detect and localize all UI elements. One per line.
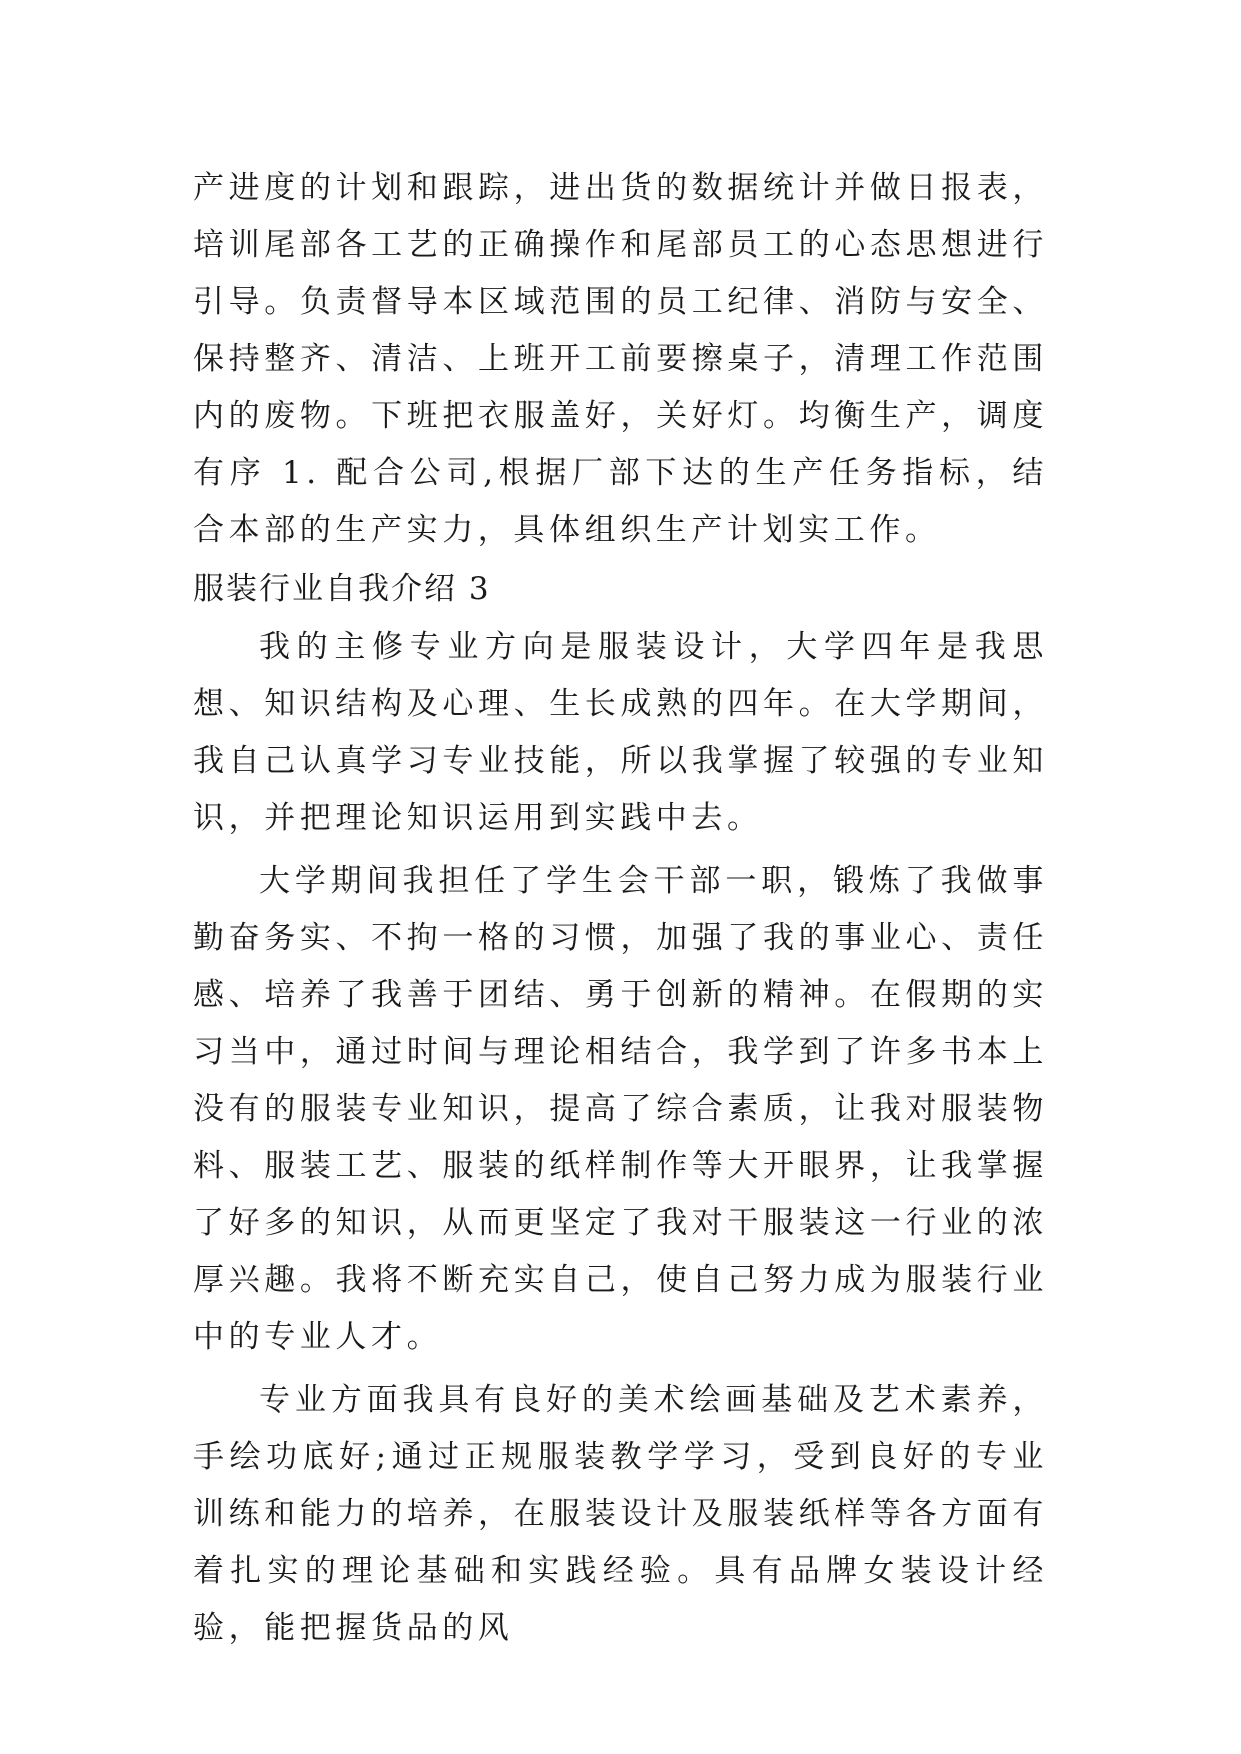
section-heading: 服装行业自我介绍 3	[193, 571, 491, 607]
continued-paragraph: 产进度的计划和跟踪，进出货的数据统计并做日报表，培训尾部各工艺的正确操作和尾部员工的心态思想进行引导。负责督导本区域范围的员工纪律、消防与安全、保持整齐、清洁、上班开工前要擦桌子，清理工作范围内的废物。下班把衣服盖好，关好灯。均衡生产，调度有序 1. 配合公司,根据厂部下达的生产任务指标，结合本部的生产实力，具体组织生产计划实工作。	[193, 170, 1048, 548]
body-paragraph-1: 我的主修专业方向是服装设计，大学四年是我思想、知识结构及心理、生长成熟的四年。在大学期间，我自己认真学习专业技能，所以我掌握了较强的专业知识，并把理论知识运用到实践中去。	[193, 629, 1048, 836]
body-paragraph-2: 大学期间我担任了学生会干部一职，锻炼了我做事勤奋务实、不拘一格的习惯，加强了我的事业心、责任感、培养了我善于团结、勇于创新的精神。在假期的实习当中，通过时间与理论相结合，我学到了许多书本上没有的服装专业知识，提高了综合素质，让我对服装物料、服装工艺、服装的纸样制作等大开眼界，让我掌握了好多的知识，从而更坚定了我对干服装这一行业的浓厚兴趣。我将不断充实自己，使自己努力成为服装行业中的专业人才。	[193, 863, 1048, 1355]
body-paragraph-3: 专业方面我具有良好的美术绘画基础及艺术素养，手绘功底好;通过正规服装教学学习，受到良好的专业训练和能力的培养，在服装设计及服装纸样等各方面有着扎实的理论基础和实践经验。具有品牌女装设计经验，能把握货品的风	[193, 1382, 1048, 1646]
document-body	[193, 160, 1048, 1657]
